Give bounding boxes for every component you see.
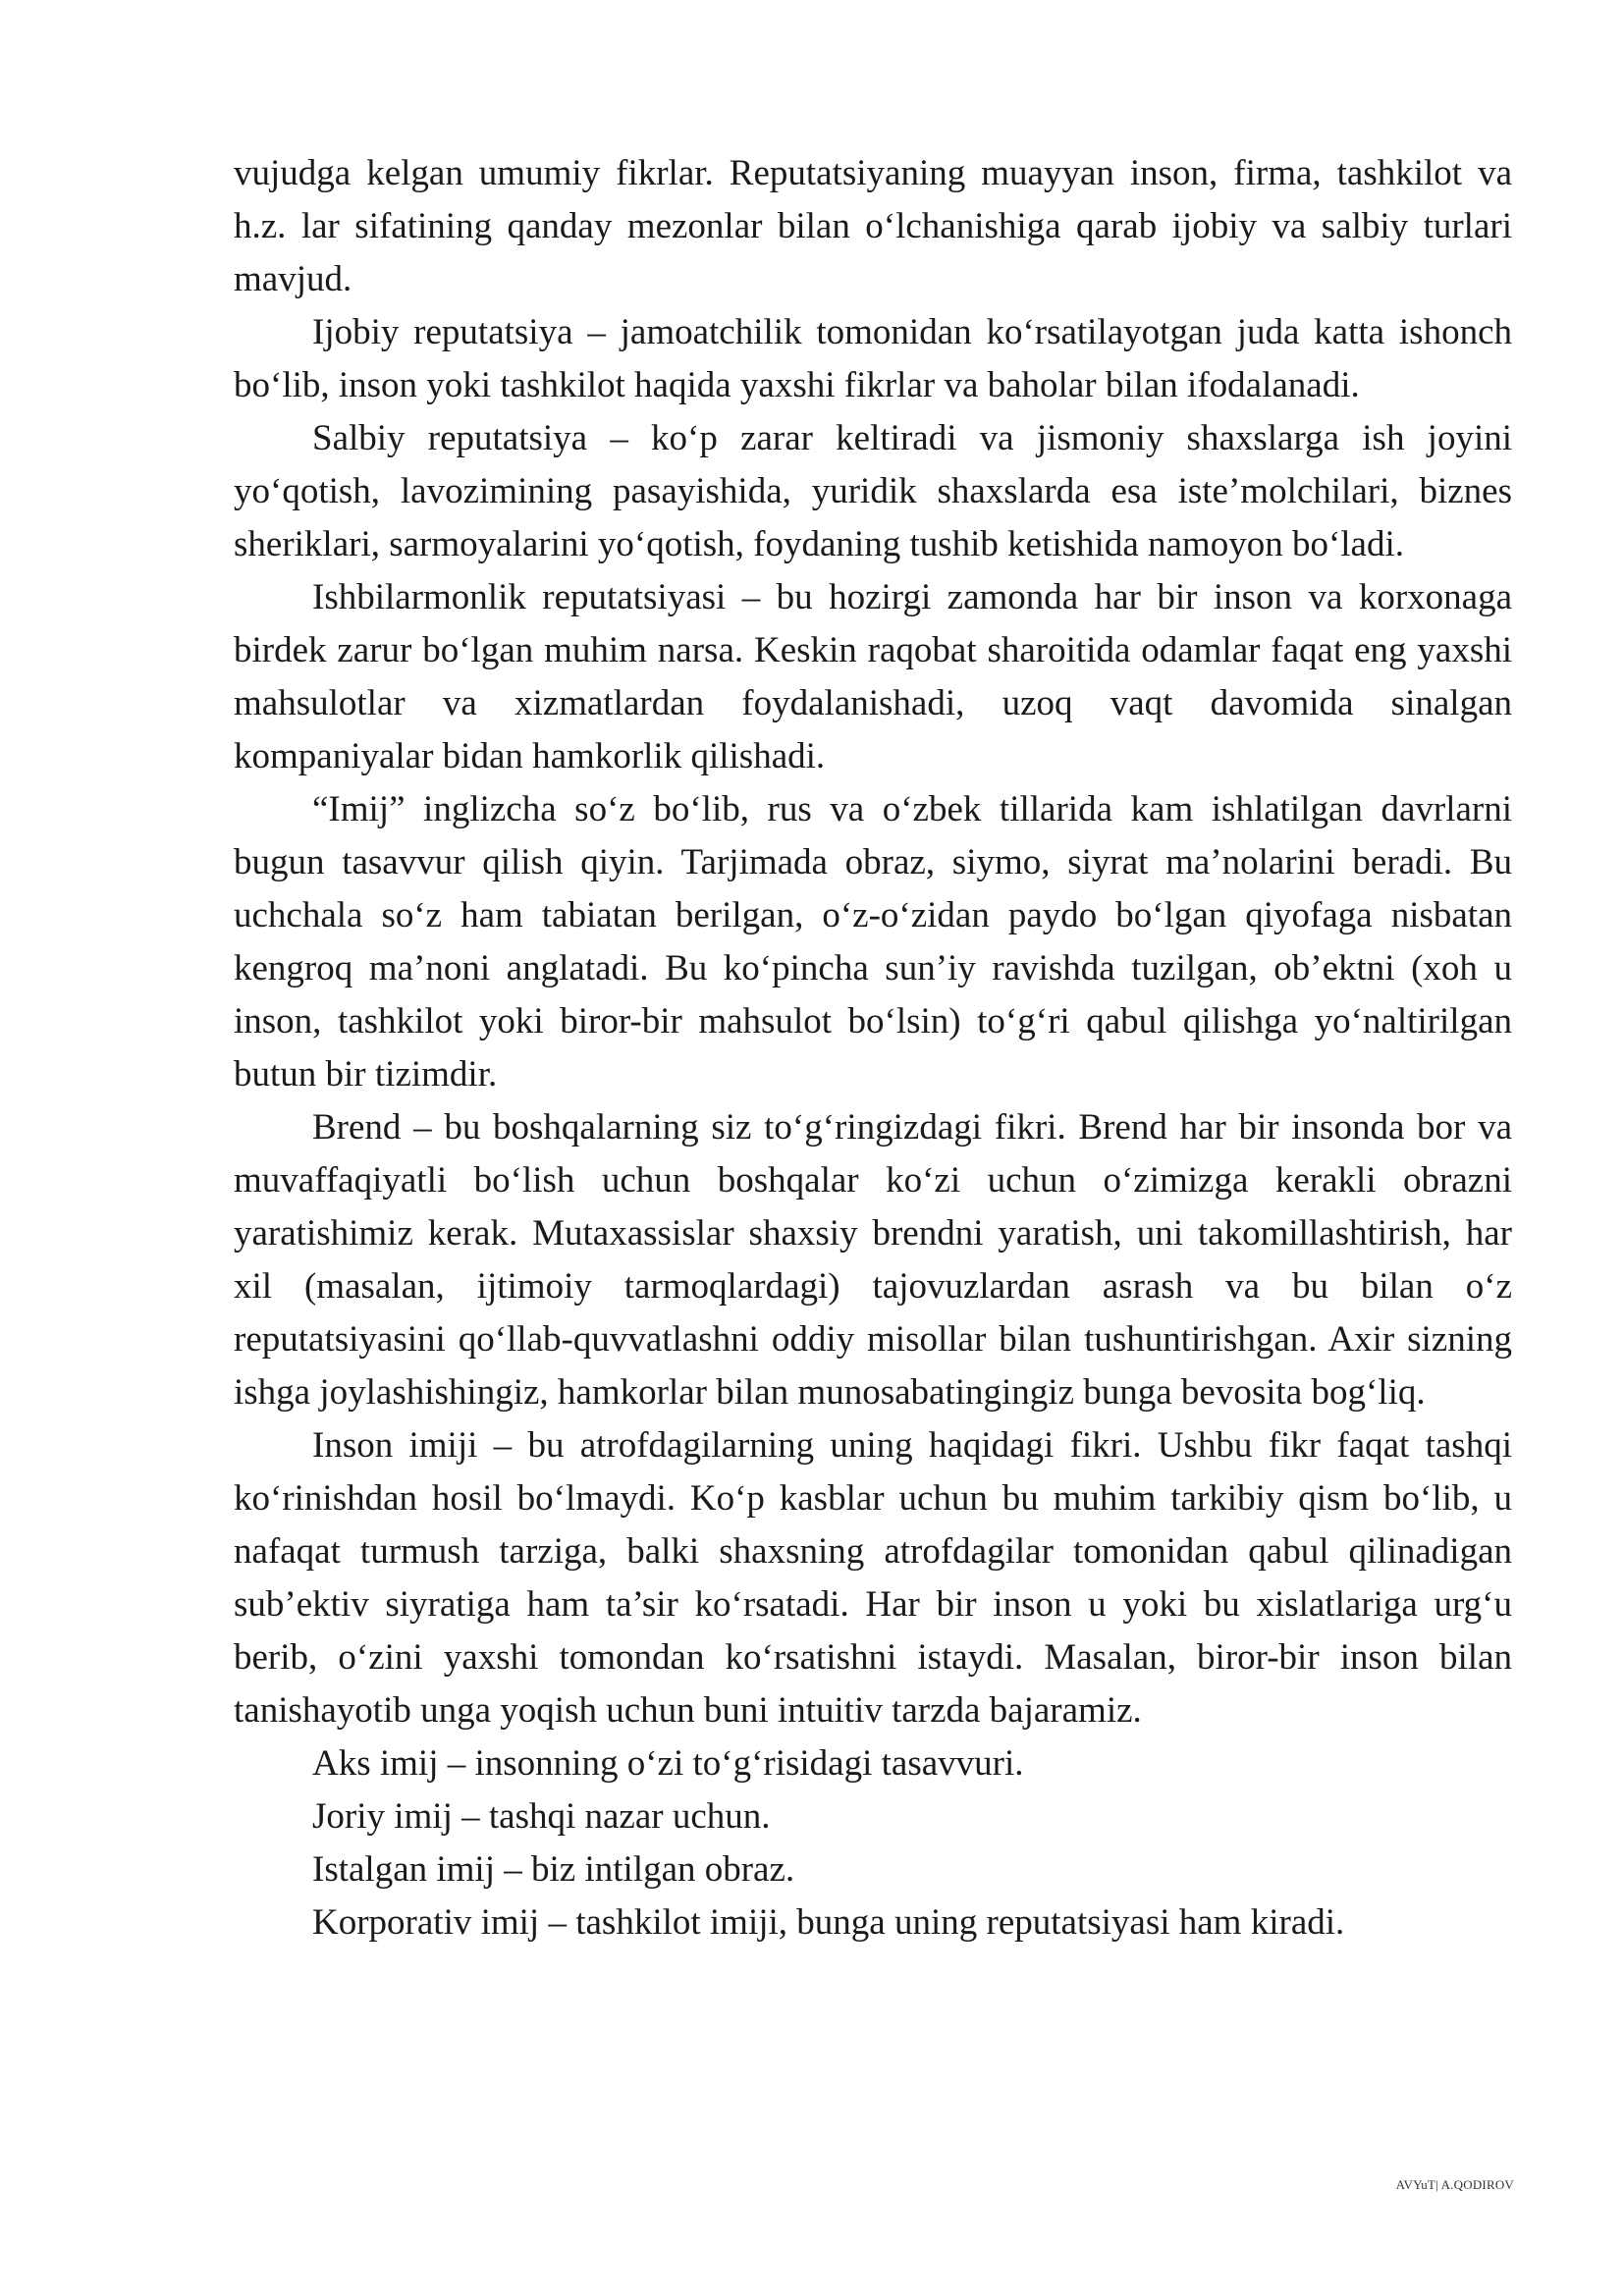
paragraph-personal-image: Inson imiji – bu atrofdagilarning uning haqidagi fikri. Ushbu fikr faqat tashqi ko‘rinishdan hosil bo‘lmaydi. Ko‘p kasblar uchun bu muhim tarkibiy qism bo‘lib, u nafaqat turmush tarziga, balki shaxsning atrofdagilar tomonidan qabul qilinadigan sub’ektiv siyratiga ham ta’sir ko‘rsatadi. Har bir inson u yoki bu xislatlariga urg‘u berib, o‘zini yaxshi tomondan ko‘rsatishni istaydi. Masalan, biror-bir inson bilan tanishayotib unga yoqish uchun buni intuitiv tarzda bajaramiz. (234, 1425, 1512, 1731)
paragraph-current-image: Joriy imij – tashqi nazar uchun. (312, 1796, 771, 1837)
paragraph-desired-image: Istalgan imij – biz intilgan obraz. (312, 1849, 795, 1890)
paragraph-negative-reputation: Salbiy reputatsiya – ko‘p zarar keltiradi va jismoniy shaxslarga ish joyini yo‘qotish, lavozimining pasayishida, yuridik shaxslarda esa iste’molchilari, biznes sheriklari, sarmoyalarini yo‘qotish, foydaning tushib ketishida namoyon bo‘ladi. (234, 418, 1512, 564)
paragraph-brand: Brend – bu boshqalarning siz to‘g‘ringizdagi fikri. Brend har bir insonda bor va muvaffaqiyatli bo‘lish uchun boshqalar ko‘zi uchun o‘zimizga kerakli obrazni yaratishimiz kerak. Mutaxassislar shaxsiy brendni yaratish, uni takomillashtirish, har xil (masalan, ijtimoiy tarmoqlardagi) tajovuzlardan asrash va bu bilan o‘z reputatsiyasini qo‘llab-quvvatlashni oddiy misollar bilan tushuntirishgan. Axir sizning ishga joylashishingiz, hamkorlar bilan munosabatingingiz bunga bevosita bog‘liq. (234, 1107, 1512, 1413)
paragraph-mirror-image: Aks imij – insonning o‘zi to‘g‘risidagi tasavvuri. (312, 1743, 1024, 1784)
paragraph-image-definition: “Imij” inglizcha so‘z bo‘lib, rus va o‘zbek tillarida kam ishlatilgan davrlarni bugun tasavvur qilish qiyin. Tarjimada obraz, siymo, siyrat ma’nolarini beradi. Bu uchchala so‘z ham tabiatan berilgan, o‘z-o‘zidan paydo bo‘lgan qiyofaga nisbatan kengroq ma’noni anglatadi. Bu ko‘pincha sun’iy ravishda tuzilgan, ob’ektni (xoh u inson, tashkilot yoki biror-bir mahsulot bo‘lsin) to‘g‘ri qabul qilishga yo‘naltirilgan butun bir tizimdir. (234, 789, 1512, 1095)
paragraph-business-reputation: Ishbilarmonlik reputatsiyasi – bu hozirgi zamonda har bir inson va korxonaga birdek zarur bo‘lgan muhim narsa. Keskin raqobat sharoitida odamlar faqat eng yaxshi mahsulotlar va xizmatlardan foydalanishadi, uzoq vaqt davomida sinalgan kompaniyalar bidan hamkorlik qilishadi. (234, 577, 1512, 776)
paragraph-reputation-types: vujudga kelgan umumiy fikrlar. Reputatsiyaning muayyan inson, firma, tashkilot va h.z. lar sifatining qanday mezonlar bilan o‘lchanishiga qarab ijobiy va salbiy turlari mavjud. (234, 153, 1512, 299)
document-body (234, 147, 1512, 1949)
paragraph-positive-reputation: Ijobiy reputatsiya – jamoatchilik tomonidan ko‘rsatilayotgan juda katta ishonch bo‘lib, inson yoki tashkilot haqida yaxshi fikrlar va baholar bilan ifodalanadi. (234, 312, 1512, 405)
paragraph-corporate-image: Korporativ imij – tashkilot imiji, bunga uning reputatsiyasi ham kiradi. (312, 1902, 1345, 1943)
page-footer: AVYuT| A.QODIROV (1395, 2177, 1514, 2192)
